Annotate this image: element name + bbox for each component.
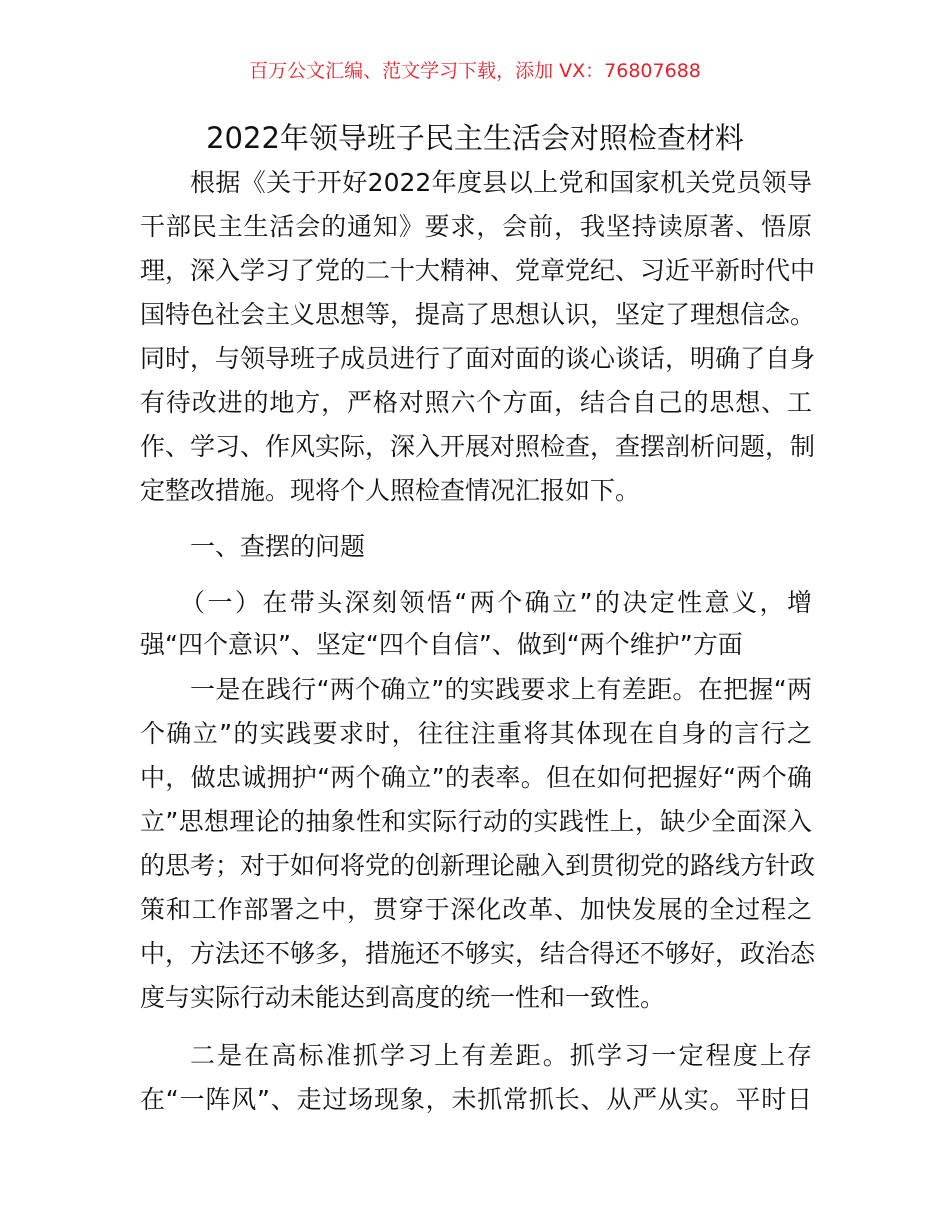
paragraph-line: 理，深入学习了党的二十大精神、党章党纪、习近平新时代中 <box>140 256 816 285</box>
paragraph-line: 策和工作部署之中，贯穿于深化改革、加快发展的全过程之 <box>140 895 812 924</box>
paragraph-line: 中，方法还不够多，措施还不够实，结合得还不够好，政治态 <box>140 939 816 968</box>
section-heading: 一、查摆的问题 <box>190 532 366 561</box>
paragraph-line: 的思考；对于如何将党的创新理论融入到贯彻党的路线方针政 <box>140 851 816 880</box>
paragraph-line: 定整改措施。现将个人照检查情况汇报如下。 <box>140 476 641 505</box>
paragraph-line: 根据《关于开好2022年度县以上党和国家机关党员领导 <box>190 168 812 197</box>
subsection-heading: （一）在带头深刻领悟“两个确立”的决定性意义，增 <box>180 588 812 617</box>
paragraph-line: 二是在高标准抓学习上有差距。抓学习一定程度上存 <box>190 1041 812 1070</box>
document-title: 2022年领导班子民主生活会对照检查材料 <box>206 121 744 155</box>
paragraph-line: 一是在践行“两个确立”的实践要求上有差距。在把握“两 <box>190 675 812 704</box>
paragraph-line: 有待改进的地方，严格对照六个方面，结合自己的思想、工 <box>140 388 812 417</box>
paragraph-line: 立”思想理论的抽象性和实际行动的实践性上，缺少全面深入 <box>140 807 812 836</box>
paragraph-line: 中，做忠诚拥护“两个确立”的表率。但在如何把握好“两个确 <box>140 763 812 792</box>
paragraph-line: 作、学习、作风实际，深入开展对照检查，查摆剖析问题，制 <box>140 432 816 461</box>
paragraph-line: 同时，与领导班子成员进行了面对面的谈心谈话，明确了自身 <box>140 344 816 373</box>
paragraph-line: 干部民主生活会的通知》要求，会前，我坚持读原著、悟原 <box>140 212 812 241</box>
paragraph-line: 国特色社会主义思想等，提高了思想认识，坚定了理想信念。 <box>140 300 816 329</box>
paragraph-line: 个确立”的实践要求时，往往注重将其体现在自身的言行之 <box>140 719 812 748</box>
paragraph-line: 度与实际行动未能达到高度的统一性和一致性。 <box>140 983 666 1012</box>
subsection-heading: 强“四个意识”、坚定“四个自信”、做到“两个维护”方面 <box>140 630 743 659</box>
watermark-header: 百万公文汇编、范文学习下载，添加 VX：76807688 <box>249 60 701 82</box>
paragraph-line: 在“一阵风”、走过场现象，未抓常抓长、从严从实。平时日 <box>140 1085 812 1114</box>
